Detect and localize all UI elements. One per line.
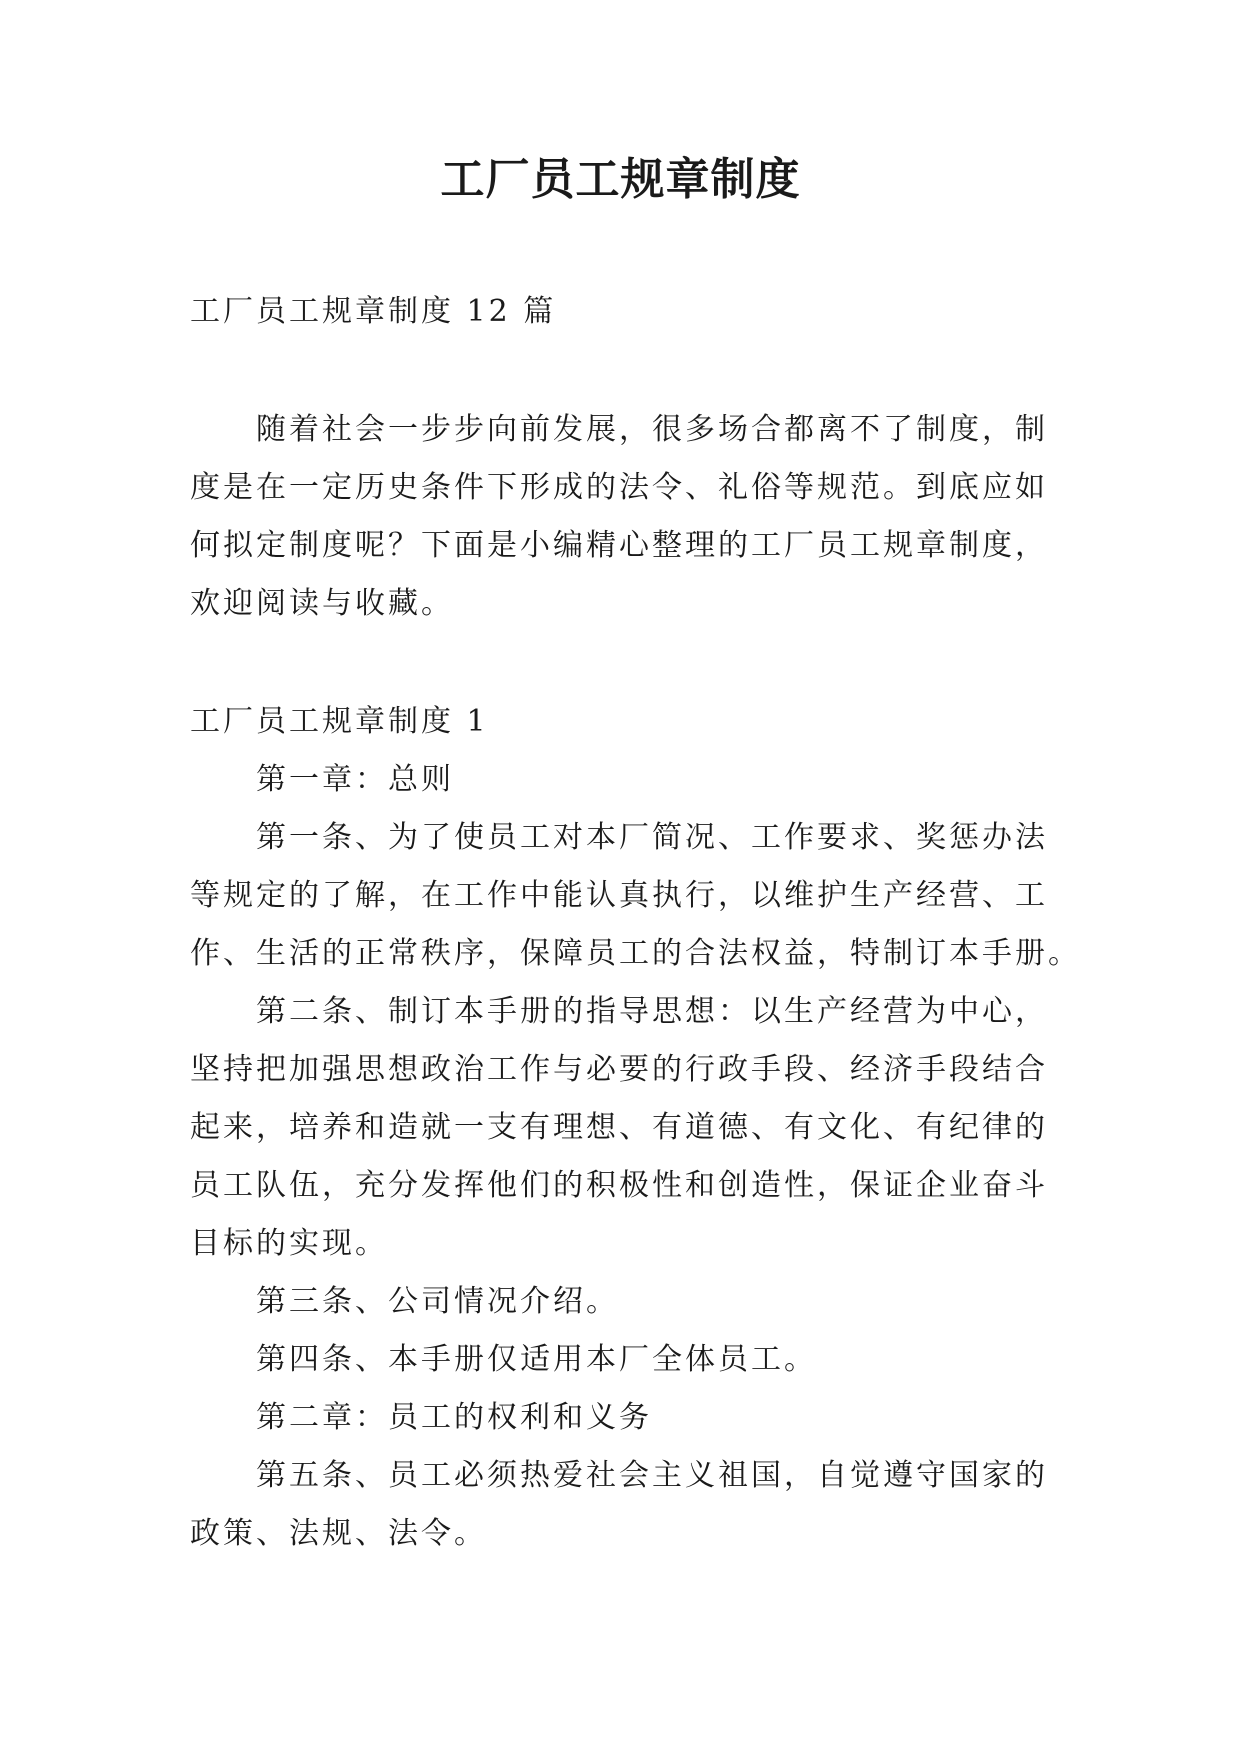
chapter-heading: 第一章：总则 bbox=[256, 762, 454, 797]
document-title: 工厂员工规章制度 bbox=[440, 154, 801, 205]
article-line: 第一条、为了使员工对本厂简况、工作要求、奖惩办法 bbox=[256, 820, 1048, 855]
intro-line: 欢迎阅读与收藏。 bbox=[190, 586, 454, 621]
article-line: 作、生活的正常秩序，保障员工的合法权益，特制订本手册。 bbox=[190, 936, 1081, 971]
article-line: 第三条、公司情况介绍。 bbox=[256, 1284, 619, 1319]
article-line: 第五条、员工必须热爱社会主义祖国，自觉遵守国家的 bbox=[256, 1458, 1048, 1493]
article-line: 起来，培养和造就一支有理想、有道德、有文化、有纪律的 bbox=[190, 1110, 1048, 1145]
article-line: 等规定的了解，在工作中能认真执行，以维护生产经营、工 bbox=[190, 878, 1048, 913]
document-subtitle: 工厂员工规章制度 12 篇 bbox=[190, 294, 557, 329]
intro-line: 随着社会一步步向前发展，很多场合都离不了制度，制 bbox=[256, 412, 1048, 447]
chapter-heading: 第二章：员工的权利和义务 bbox=[256, 1400, 652, 1435]
article-line: 第二条、制订本手册的指导思想：以生产经营为中心， bbox=[256, 994, 1048, 1029]
article-line: 第四条、本手册仅适用本厂全体员工。 bbox=[256, 1342, 817, 1377]
article-line: 坚持把加强思想政治工作与必要的行政手段、经济手段结合 bbox=[190, 1052, 1048, 1087]
article-line: 政策、法规、法令。 bbox=[190, 1516, 487, 1551]
intro-line: 何拟定制度呢？下面是小编精心整理的工厂员工规章制度， bbox=[190, 528, 1048, 563]
section-title: 工厂员工规章制度 1 bbox=[190, 704, 489, 739]
article-line: 员工队伍，充分发挥他们的积极性和创造性，保证企业奋斗 bbox=[190, 1168, 1048, 1203]
article-line: 目标的实现。 bbox=[190, 1226, 388, 1261]
intro-line: 度是在一定历史条件下形成的法令、礼俗等规范。到底应如 bbox=[190, 470, 1048, 505]
